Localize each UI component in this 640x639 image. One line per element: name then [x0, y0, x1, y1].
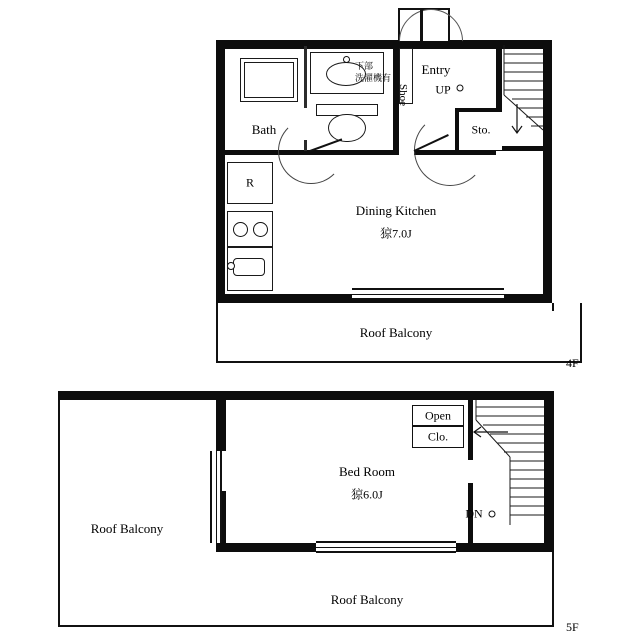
label-roof-balcony-5f-bottom: Roof Balcony — [330, 592, 404, 607]
label-floor-tag-4f: 4F — [566, 356, 579, 370]
dining-kitchen-window — [352, 288, 504, 300]
bedroom-window-bottom — [316, 541, 456, 553]
label-entry: Entry — [421, 62, 451, 77]
label-up: UP — [435, 82, 451, 97]
label-bed-room-size: 猄6.0J — [351, 487, 383, 502]
stair-dn-5f-icon — [0, 375, 640, 639]
floor-5f-plan — [0, 375, 640, 639]
label-closet: Clo. — [427, 429, 449, 444]
label-bed-room: Bed Room — [339, 464, 395, 479]
label-refrigerator: R — [245, 175, 255, 190]
label-roof-balcony-5f-left: Roof Balcony — [90, 521, 164, 536]
label-bath: Bath — [251, 122, 277, 137]
label-dn: DN — [465, 506, 483, 521]
roof-balcony-4f-right-edge — [552, 303, 554, 311]
label-dining-kitchen-size: 猄7.0J — [380, 226, 412, 241]
label-floor-tag-5f: 5F — [566, 620, 579, 634]
label-open: Open — [425, 408, 451, 423]
label-dining-kitchen: Dining Kitchen — [355, 203, 437, 218]
label-washer-note-line2: 洗濯機有 — [355, 73, 392, 83]
label-shoe: Shoe — [397, 84, 409, 106]
label-washer-note-line1: 下部 — [355, 61, 374, 71]
label-roof-balcony-4f: Roof Balcony — [359, 325, 433, 340]
label-storage: Sto. — [471, 122, 491, 137]
bedroom-window-left — [210, 451, 222, 543]
